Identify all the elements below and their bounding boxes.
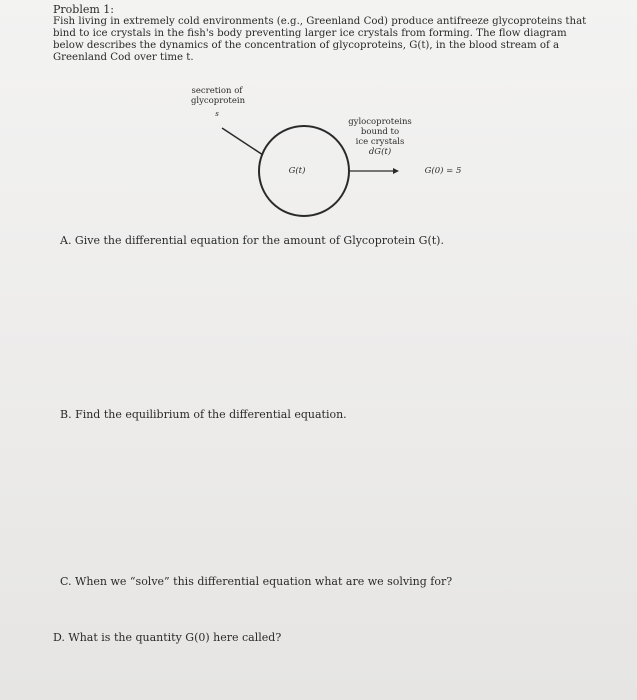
problem-title: Problem 1: <box>53 3 114 16</box>
initial-condition: G(0) = 5 <box>424 166 462 176</box>
outflow-label-line: dG(t) <box>368 147 392 157</box>
problem-description: Fish living in extremely cold environments (e.g., Greenland Cod) produce antifreeze glycoproteins that bind to ice crystals in the fish's body preventing larger ice crystals from forming. The flow diagram below describes the dynamics of the concentration of glycoproteins, G(t), in the blood stream of a Greenland Cod over time t. <box>53 16 587 63</box>
question-d: D. What is the quantity G(0) here called? <box>53 631 282 644</box>
outflow-label <box>340 117 420 157</box>
inflow-label-line1: secretion of <box>191 86 243 96</box>
question-b: B. Find the equilibrium of the differential equation. <box>60 408 347 421</box>
outflow-arrowhead <box>393 168 399 174</box>
outflow-label-line: bound to <box>360 127 400 137</box>
outflow-label-line: gylocoproteins <box>348 117 412 127</box>
outflow-label-line: ice crystals <box>355 137 405 147</box>
inflow-symbol: s <box>215 110 219 118</box>
question-c: C. When we “solve” this differential equation what are we solving for? <box>60 575 453 588</box>
stock-label: G(t) <box>288 166 306 176</box>
inflow-label-line2: glycoprotein <box>190 96 246 106</box>
question-a: A. Give the differential equation for the amount of Glycoprotein G(t). <box>60 234 444 247</box>
inflow-arrow <box>222 128 263 155</box>
